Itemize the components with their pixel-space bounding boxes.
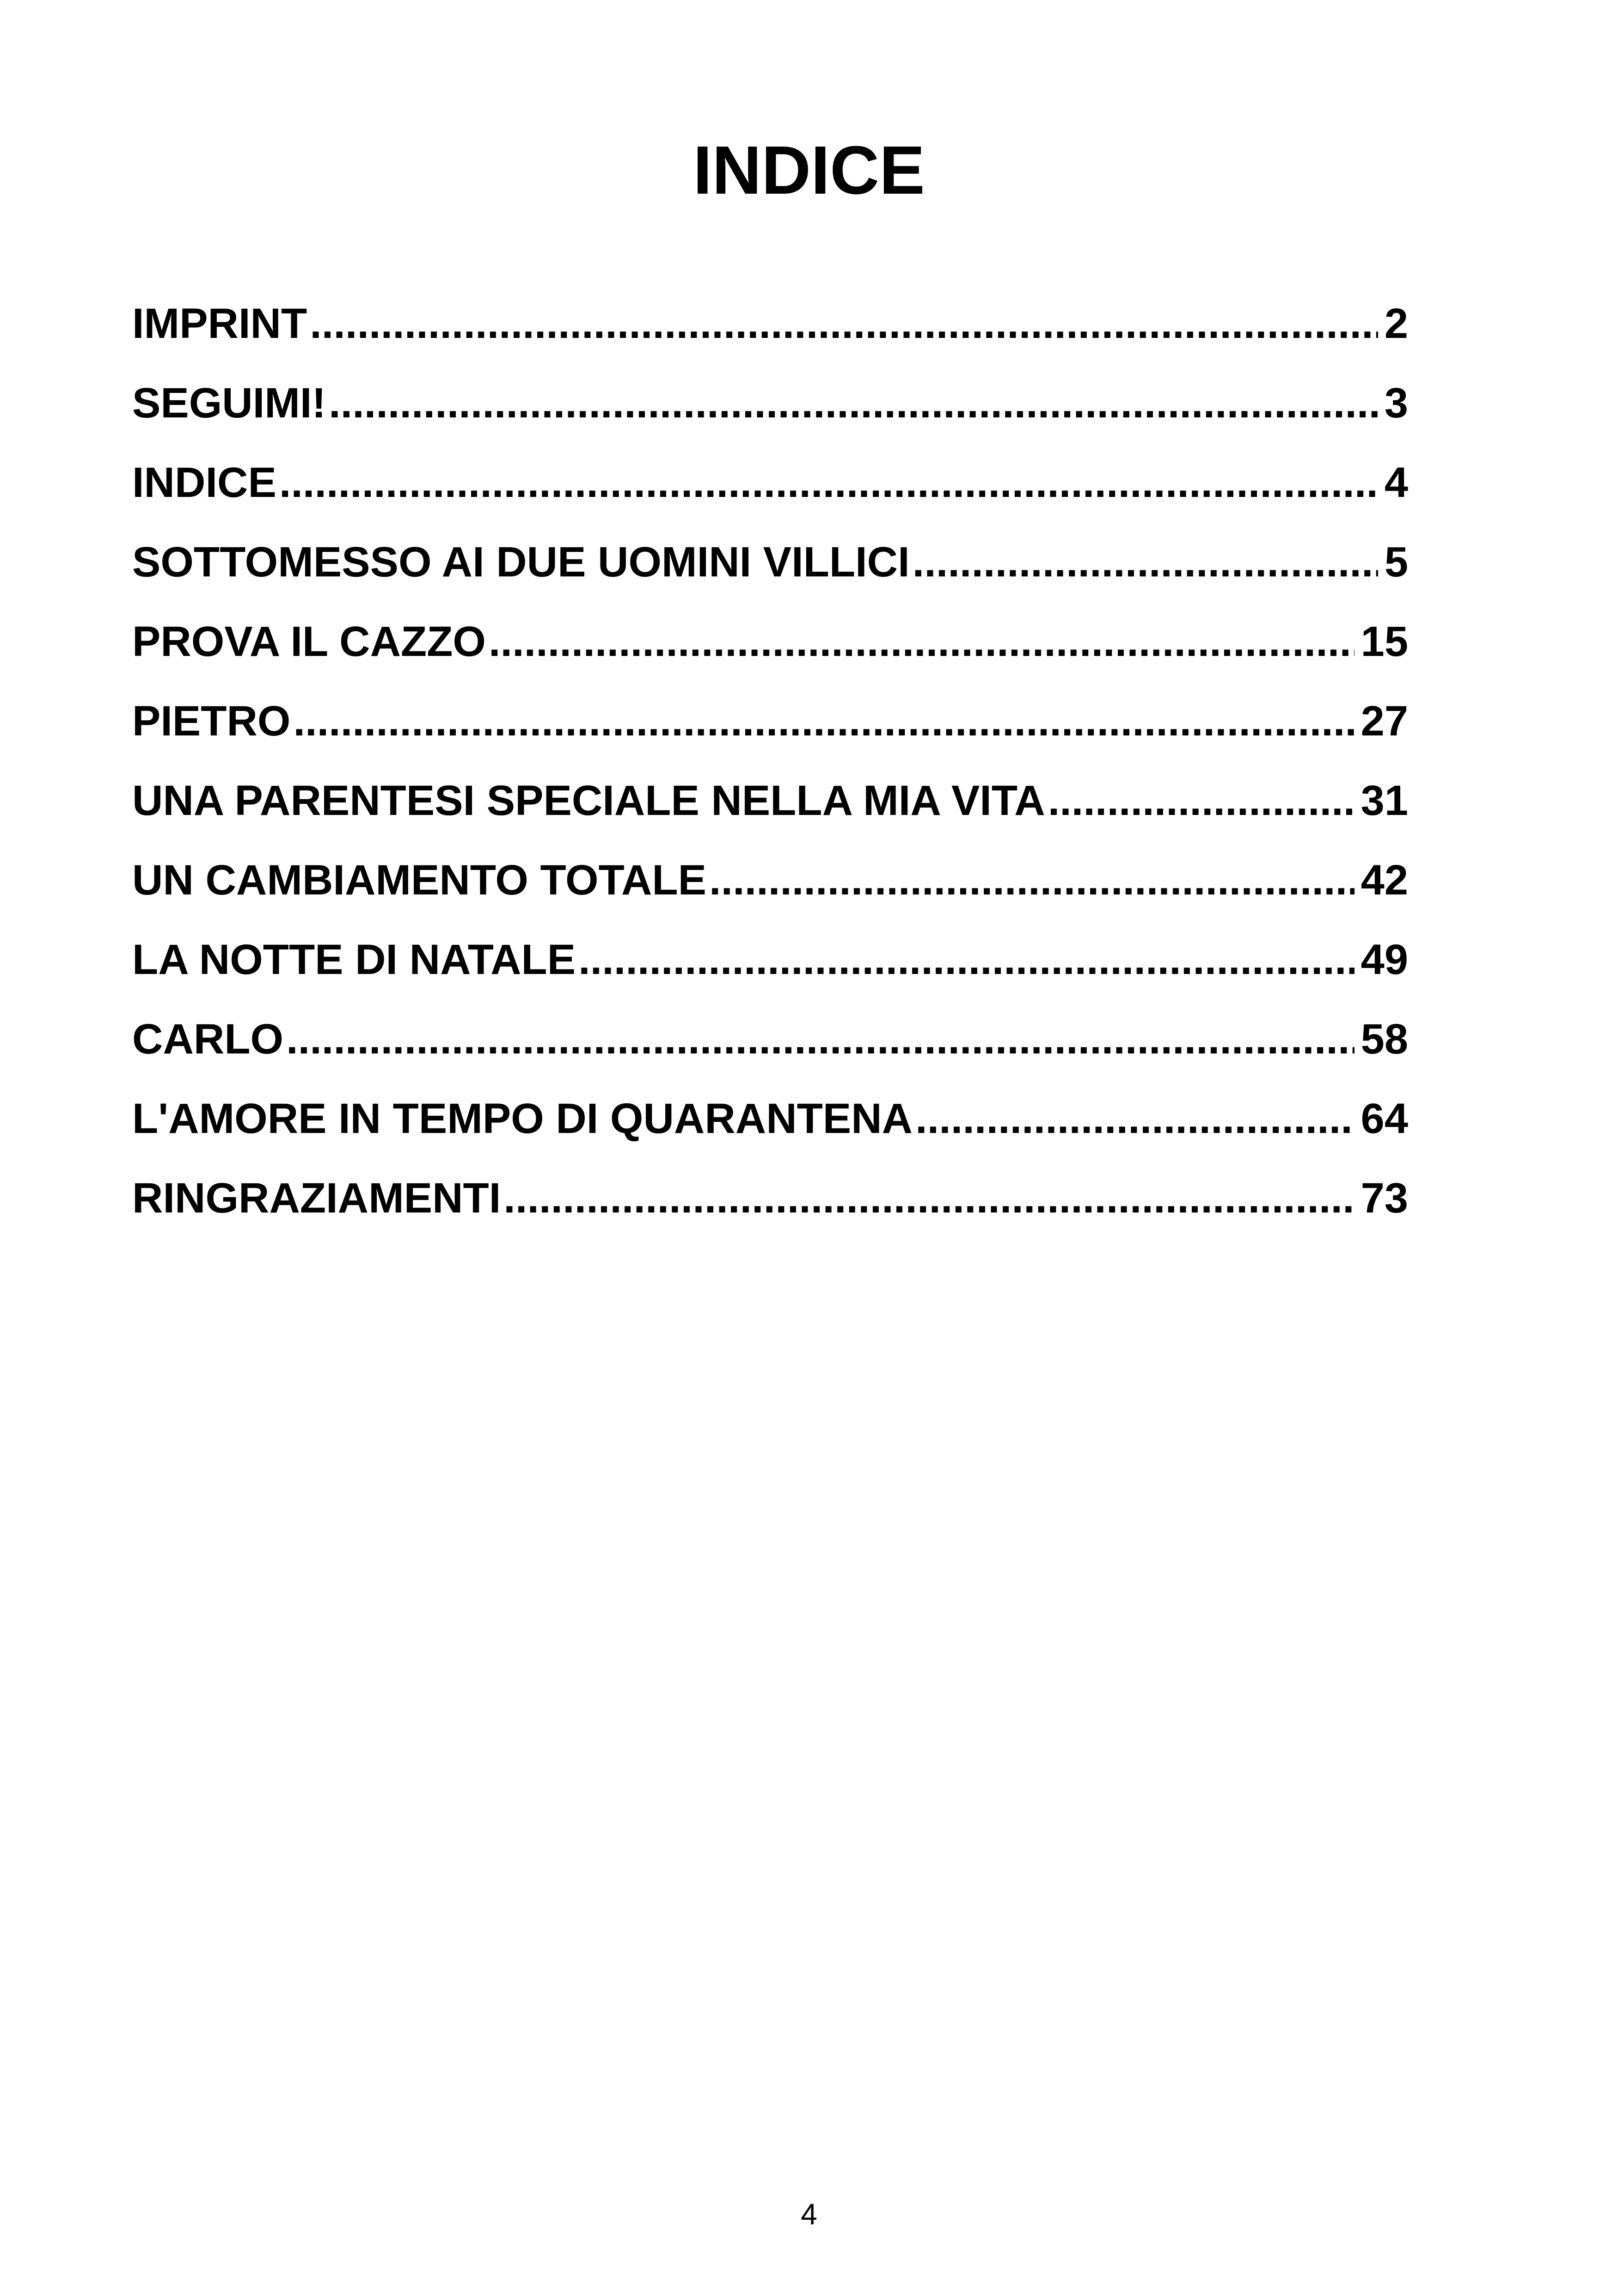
toc-entry-page: 73 — [1361, 1175, 1408, 1222]
toc-dot-leader — [578, 920, 1354, 999]
toc-dot-leader — [1048, 761, 1354, 840]
toc-entry-title: UN CAMBIAMENTO TOTALE — [132, 857, 706, 904]
toc-dot-leader — [915, 1079, 1354, 1158]
toc-entry-title: UNA PARENTESI SPECIALE NELLA MIA VITA — [132, 777, 1045, 824]
toc-entry-natale[interactable] — [132, 920, 1408, 999]
toc-entry-page: 58 — [1361, 1016, 1408, 1063]
toc-entry-sottomesso[interactable] — [132, 522, 1408, 602]
toc-entry-title: CARLO — [132, 1016, 284, 1063]
toc-entry-page: 42 — [1361, 857, 1408, 904]
toc-entry-page: 31 — [1361, 777, 1408, 824]
toc-entry-title: PIETRO — [132, 698, 291, 745]
toc-entry-title: PROVA IL CAZZO — [132, 618, 486, 665]
toc-entry-title: INDICE — [132, 459, 276, 506]
toc-entry-title: SEGUIMI! — [132, 380, 326, 427]
toc-entry-indice[interactable] — [132, 443, 1408, 522]
toc-entry-page: 27 — [1361, 698, 1408, 745]
toc-entry-quarantena[interactable] — [132, 1079, 1408, 1158]
toc-dot-leader — [279, 443, 1378, 522]
toc-dot-leader — [310, 284, 1378, 363]
toc-entry-imprint[interactable] — [132, 284, 1408, 363]
toc-entry-page: 5 — [1384, 539, 1408, 586]
toc-entry-cambiamento[interactable] — [132, 840, 1408, 920]
toc-dot-leader — [489, 602, 1354, 681]
toc-entry-prova[interactable] — [132, 602, 1408, 681]
toc-entry-page: 64 — [1361, 1095, 1408, 1142]
toc-dot-leader — [913, 522, 1378, 602]
toc-dot-leader — [503, 1158, 1354, 1238]
toc-entry-title: IMPRINT — [132, 300, 307, 347]
toc-entry-title: L'AMORE IN TEMPO DI QUARANTENA — [132, 1095, 913, 1142]
toc-entry-page: 2 — [1384, 300, 1408, 347]
toc-entry-page: 3 — [1384, 380, 1408, 427]
toc-dot-leader — [286, 999, 1354, 1079]
toc-entry-page: 15 — [1361, 618, 1408, 665]
page-number: 4 — [801, 2198, 817, 2231]
table-of-contents — [132, 284, 1408, 1238]
toc-dot-leader — [293, 681, 1354, 761]
toc-entry-page: 4 — [1384, 459, 1408, 506]
toc-entry-title: RINGRAZIAMENTI — [132, 1175, 501, 1222]
toc-dot-leader — [709, 840, 1354, 920]
toc-entry-title: LA NOTTE DI NATALE — [132, 936, 576, 983]
toc-entry-carlo[interactable] — [132, 999, 1408, 1079]
toc-entry-pietro[interactable] — [132, 681, 1408, 761]
page-title: INDICE — [693, 132, 925, 209]
toc-dot-leader — [329, 363, 1378, 443]
toc-entry-parentesi[interactable] — [132, 761, 1408, 840]
toc-entry-seguimi[interactable] — [132, 363, 1408, 443]
toc-entry-page: 49 — [1361, 936, 1408, 983]
toc-entry-title: SOTTOMESSO AI DUE UOMINI VILLICI — [132, 539, 910, 586]
toc-entry-ringraziamenti[interactable] — [132, 1158, 1408, 1238]
